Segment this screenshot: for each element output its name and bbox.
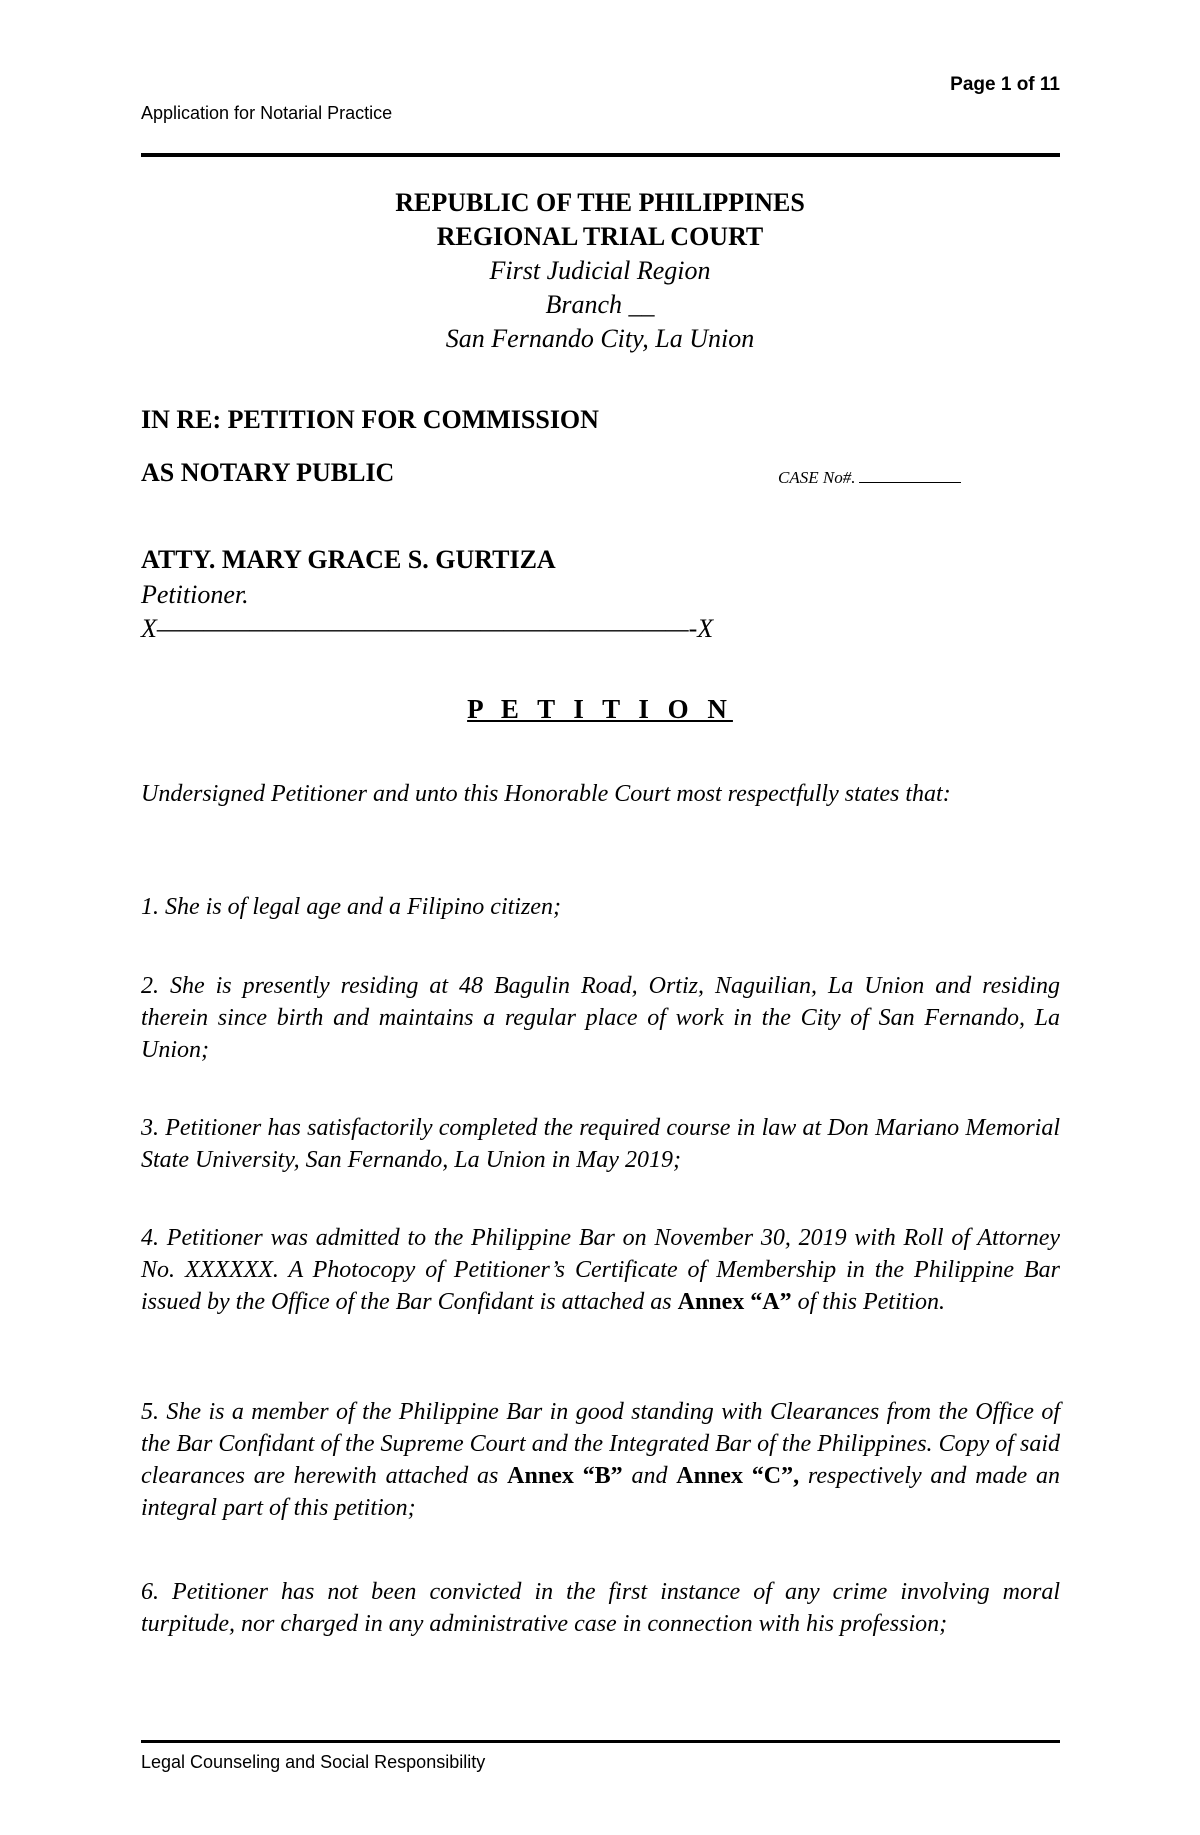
case-caption-line2: AS NOTARY PUBLIC [141, 458, 395, 487]
case-number-blank [859, 468, 961, 483]
paragraph-1: 1. She is of legal age and a Filipino citizen; [141, 894, 561, 920]
paragraph-4 [141, 1222, 1060, 1318]
annex-a: Annex “A” [677, 1289, 792, 1315]
paragraph-2: 2. She is presently residing at 48 Bagulin Road, Ortiz, Naguilian, La Union and residing therein since birth and maintains a regular place of work in the City of San Fernando, La Union; [141, 973, 1060, 1063]
footer-rule [141, 1740, 1060, 1743]
caption-separator: X———————————————————————-X [141, 614, 714, 643]
page-number: Page 1 of 11 [950, 74, 1060, 95]
paragraph-6: 6. Petitioner has not been convicted in the first instance of any crime involving moral turpitude, nor charged in any administrative case in connection with his profession; [141, 1579, 1060, 1637]
paragraph-4-tail: of this Petition. [791, 1289, 945, 1315]
document-heading: P E T I T I O N [467, 694, 733, 724]
header-rule [141, 153, 1060, 157]
court-location: San Fernando City, La Union [445, 324, 755, 353]
paragraph-3: 3. Petitioner has satisfactorily completed the required course in law at Don Mariano Memorial State University, San Fernando, La Union in May 2019; [141, 1115, 1060, 1173]
paragraph-5-text: 5. She is a member of the Philippine Bar in good standing with Clearances from the Office of the Bar Confidant of the Supreme Court and the Integrated Bar of the Philippines. Copy of said clearances are herewith attached as [141, 1399, 1060, 1489]
court-name: REGIONAL TRIAL COURT [436, 222, 764, 251]
case-number [778, 468, 961, 488]
court-republic: REPUBLIC OF THE PHILIPPINES [395, 188, 805, 217]
case-caption-line1: IN RE: PETITION FOR COMMISSION [141, 405, 599, 434]
paragraph-4-text: 4. Petitioner was admitted to the Philippine Bar on November 30, 2019 with Roll of Attorney No. XXXXXX. A Photocopy of Petitioner’s Certificate of Membership in the Philippine Bar issued by the Office of the Bar Confidant is attached as [141, 1225, 1060, 1315]
document-footer: Legal Counseling and Social Responsibility [141, 1752, 486, 1772]
paragraph-5-tail: respectively and made an integral part of this petition; [141, 1463, 1061, 1521]
document-header-title: Application for Notarial Practice [141, 103, 393, 123]
petitioner-name: ATTY. MARY GRACE S. GURTIZA [141, 545, 556, 574]
case-number-label: CASE No#. [778, 468, 856, 487]
paragraph-5-and: and [622, 1463, 677, 1489]
court-heading [0, 186, 1200, 356]
paragraph-intro: Undersigned Petitioner and unto this Honorable Court most respectfully states that: [141, 781, 951, 807]
court-region: First Judicial Region [489, 256, 711, 285]
annex-c: Annex “C”, [676, 1463, 800, 1489]
petitioner-role: Petitioner. [141, 580, 249, 609]
annex-b: Annex “B” [507, 1463, 623, 1489]
paragraph-5 [141, 1396, 1060, 1524]
court-branch: Branch __ [545, 290, 655, 319]
